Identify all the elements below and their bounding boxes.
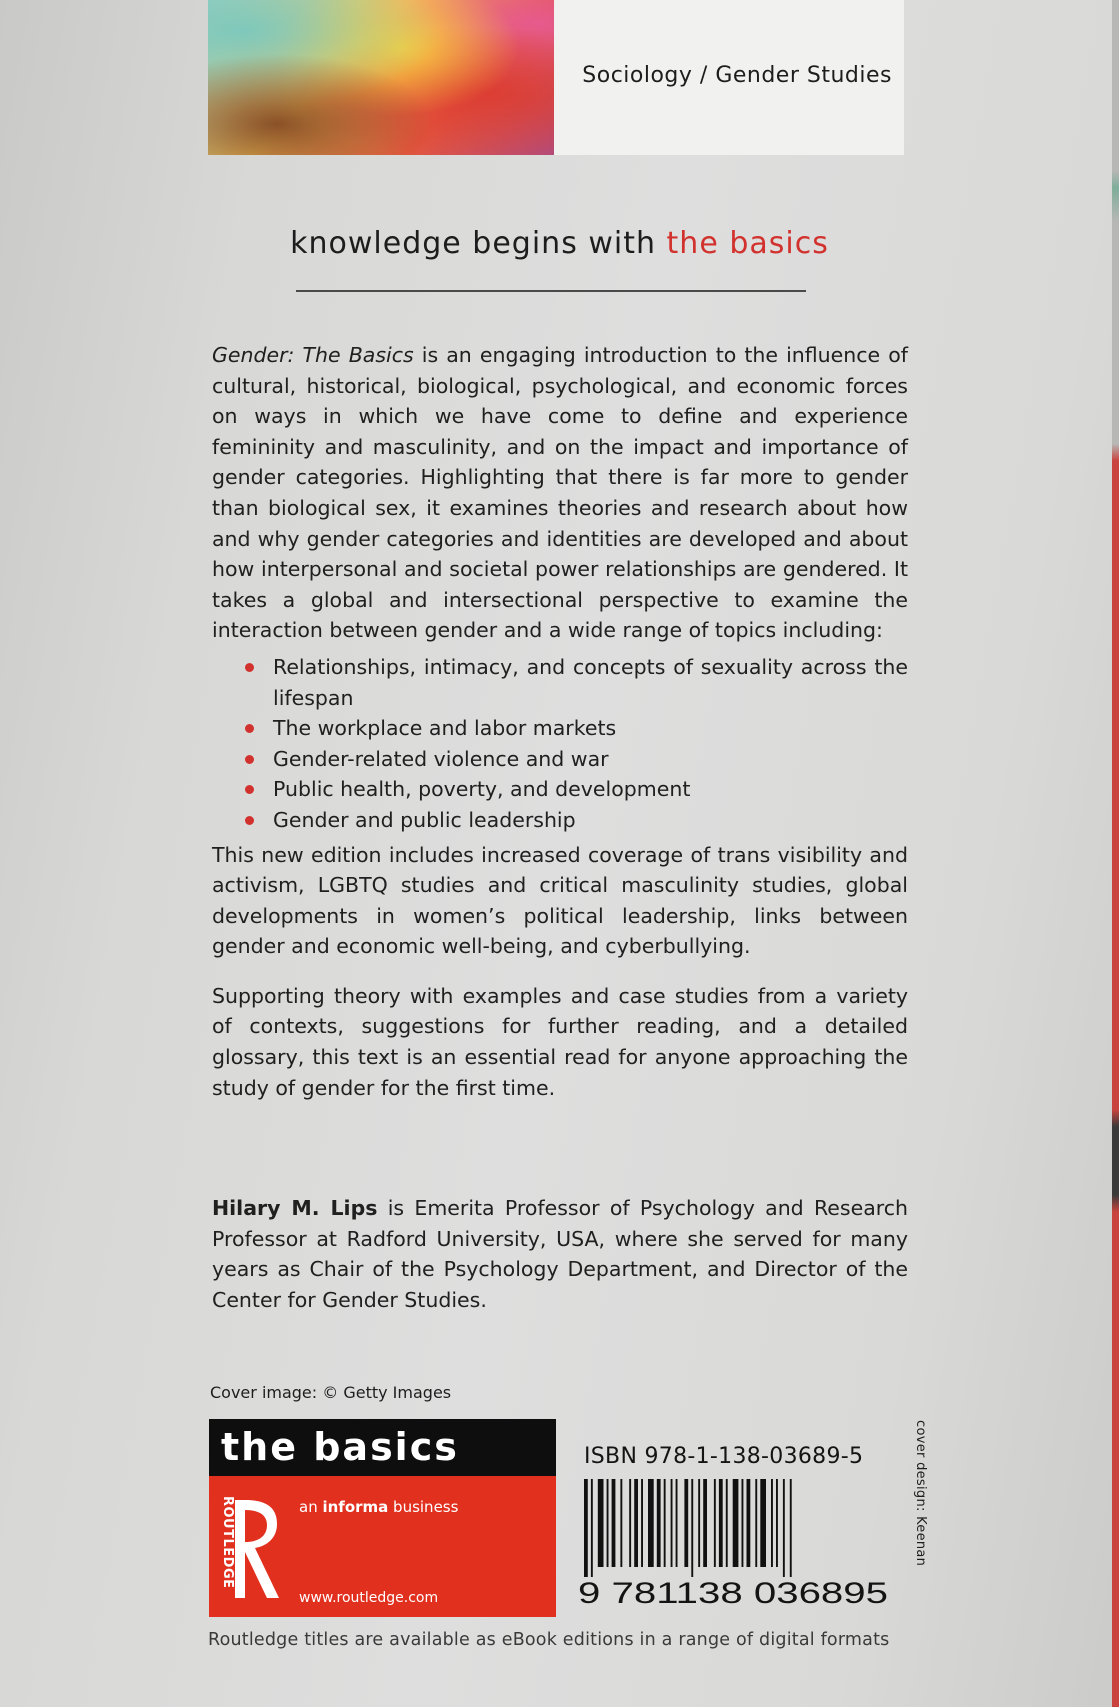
book-title: Gender: The Basics <box>212 343 414 367</box>
series-logo: the basics <box>209 1419 556 1476</box>
bullet-icon <box>245 663 254 672</box>
barcode-bar <box>657 1479 661 1567</box>
routledge-r-icon <box>223 1494 287 1604</box>
barcode-bar <box>719 1479 723 1567</box>
author-bio <box>212 1193 908 1315</box>
barcode-bar <box>620 1479 622 1567</box>
barcode-bar <box>742 1479 744 1567</box>
list-item: Relationships, intimacy, and concepts of sexuality across the lifespan <box>212 652 908 713</box>
intro-paragraph <box>212 340 908 646</box>
barcode-bar <box>584 1479 588 1577</box>
barcode-bar <box>641 1479 643 1567</box>
barcode-bar <box>714 1479 716 1567</box>
author-name: Hilary M. Lips <box>212 1196 378 1220</box>
topic-list <box>212 652 908 836</box>
top-band <box>208 0 904 155</box>
isbn-label: ISBN 978-1-138-03689-5 <box>584 1444 864 1469</box>
barcode-bar <box>607 1479 609 1567</box>
list-item: The workplace and labor markets <box>212 713 908 744</box>
bullet-icon <box>245 785 254 794</box>
barcode-bar <box>598 1479 604 1567</box>
publisher-logo-block <box>209 1419 556 1617</box>
edition-paragraph: This new edition includes increased coverage of trans visibility and activism, LGBTQ studies and critical masculinity studies, global developments in women’s political leadership, links between gender and economic well-being, and cyberbullying. <box>212 842 908 959</box>
publisher-website: www.routledge.com <box>299 1590 439 1606</box>
barcode-bar <box>629 1479 631 1567</box>
barcode-bar <box>771 1479 773 1567</box>
barcode-bar <box>612 1479 616 1567</box>
list-item: Public health, poverty, and development <box>212 774 908 805</box>
cover-design-credit: cover design: Keenan <box>913 1420 928 1567</box>
barcode-bar <box>671 1479 673 1567</box>
bullet-icon <box>245 816 254 825</box>
isbn-barcode-block <box>570 1419 904 1617</box>
tagline-prefix: knowledge begins with <box>290 226 667 261</box>
category-label: Sociology / Gender Studies <box>554 0 904 155</box>
list-item: Gender-related violence and war <box>212 744 908 775</box>
bullet-icon <box>245 724 254 733</box>
routledge-panel <box>209 1476 556 1617</box>
barcode-icon <box>570 1479 904 1611</box>
list-item: Gender and public leadership <box>212 805 908 836</box>
informa-label: an informa business <box>299 1498 459 1516</box>
barcode-bar <box>733 1479 739 1567</box>
barcode-bar <box>703 1479 707 1567</box>
tagline-accent: the basics <box>666 226 829 261</box>
ebook-note: Routledge titles are available as eBook editions in a range of digital formats <box>208 1630 890 1650</box>
barcode-bar <box>676 1479 678 1567</box>
barcode-bar <box>684 1479 688 1567</box>
bullet-icon <box>245 755 254 764</box>
cover-image-credit: Cover image: © Getty Images <box>210 1383 452 1402</box>
book-description <box>212 340 908 1103</box>
barcode-bar <box>691 1479 693 1577</box>
tagline <box>0 226 1119 261</box>
barcode-bar <box>755 1479 757 1567</box>
barcode-bar <box>648 1479 654 1567</box>
barcode-digits: 9 781138 036895 <box>578 1577 888 1610</box>
barcode-bar <box>747 1479 751 1567</box>
cover-image-strip <box>208 0 554 155</box>
barcode-bar <box>591 1479 593 1577</box>
barcode-bar <box>698 1479 700 1567</box>
barcode-bar <box>634 1479 638 1567</box>
routledge-wordmark: ROUTLEDGE <box>220 1496 235 1589</box>
divider <box>296 290 806 292</box>
intro-text: is an engaging introduction to the influence of cultural, historical, biological, psychological, and economic forces on ways in which we have come to define and experience femininity and masculinity, and on the impact and importance of gender categories. Highlighting that there is far more to gender than biological sex, it examines theories and research about how and why gender categories and identities are developed and about how interpersonal and societal power relationships are gendered. It takes a global and intersectional perspective to examine the interaction between gender and a wide range of topics including: <box>212 343 908 643</box>
barcode-bar <box>776 1479 778 1567</box>
barcode-bar <box>783 1479 785 1577</box>
barcode-bar <box>664 1479 666 1567</box>
author-bio-text: is Emerita Professor of Psychology and Research Professor at Radford University, USA, where she served for many years as Chair of the Psychology Department, and Director of the Center for Gender Studies. <box>212 1196 908 1312</box>
barcode-bar <box>726 1479 728 1567</box>
barcode-bar <box>790 1479 792 1577</box>
barcode-bar <box>760 1479 766 1567</box>
summary-paragraph: Supporting theory with examples and case studies from a variety of contexts, suggestions for further reading, and a detailed glossary, this text is an essential read for anyone approaching the study of gender for the first time. <box>212 983 908 1100</box>
